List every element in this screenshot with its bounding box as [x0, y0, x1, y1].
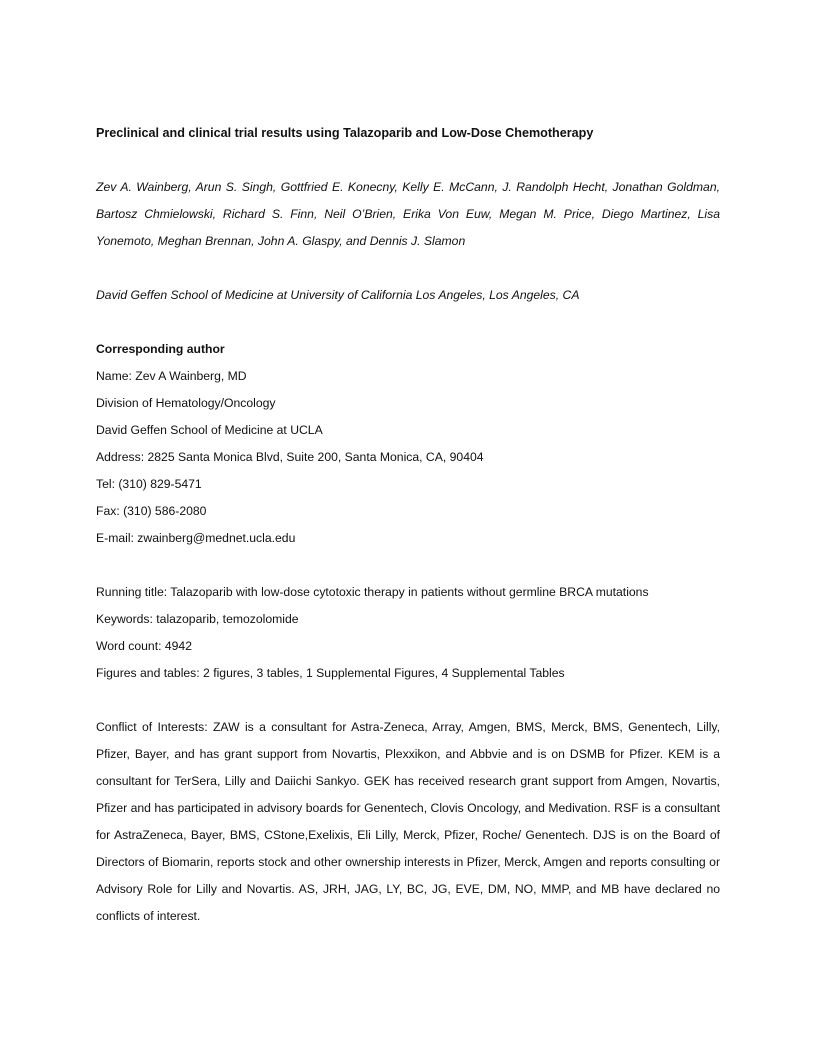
corresponding-author-heading: Corresponding author: [96, 342, 225, 356]
running-title: Running title: Talazoparib with low-dose cytotoxic therapy in patients without germline BRCA mutations: [96, 585, 649, 599]
keywords: Keywords: talazoparib, temozolomide: [96, 612, 299, 626]
word-count: Word count: 4942: [96, 639, 192, 653]
figures-and-tables: Figures and tables: 2 figures, 3 tables, 1 Supplemental Figures, 4 Supplemental Tables: [96, 666, 565, 680]
conflict-of-interests: Conflict of Interests: ZAW is a consultant for Astra-Zeneca, Array, Amgen, BMS, Merck, BMS, Genentech, Lilly, Pfizer, Bayer, and has grant support from Novartis, Plexxikon, and Abbvie and is on DSMB for Pfizer. KEM is a consultant for TerSera, Lilly and Daiichi Sankyo. GEK has received research grant support from Amgen, Novartis, Pfizer and has participated in advisory boards for Genentech, Clovis Oncology, and Medivation. RSF is a consultant for AstraZeneca, Bayer, BMS, CStone,Exelixis, Eli Lilly, Merck, Pfizer, Roche/ Genentech. DJS is on the Board of Directors of Biomarin, reports stock and other ownership interests in Pfizer, Merck, Amgen and reports consulting or Advisory Role for Lilly and Novartis. AS, JRH, JAG, LY, BC, JG, EVE, DM, NO, MMP, and MB have declared no conflicts of interest.: [96, 720, 720, 923]
manuscript-title-page: [96, 120, 720, 930]
manuscript-meta-block: [96, 579, 720, 687]
corresponding-email: E-mail: zwainberg@mednet.ucla.edu: [96, 531, 296, 545]
corresponding-name: Name: Zev A Wainberg, MD: [96, 369, 247, 383]
corresponding-division: Division of Hematology/Oncology: [96, 396, 276, 410]
paper-title: Preclinical and clinical trial results using Talazoparib and Low-Dose Chemotherapy: [96, 126, 594, 140]
affiliation: David Geffen School of Medicine at University of California Los Angeles, Los Angeles, CA: [96, 288, 580, 302]
corresponding-address: Address: 2825 Santa Monica Blvd, Suite 200, Santa Monica, CA, 90404: [96, 450, 484, 464]
author-list: Zev A. Wainberg, Arun S. Singh, Gottfried E. Konecny, Kelly E. McCann, J. Randolph Hecht, Jonathan Goldman, Bartosz Chmielowski, Richard S. Finn, Neil O’Brien, Erika Von Euw, Megan M. Price, Diego Martinez, Lisa Yonemoto, Meghan Brennan, John A. Glaspy, and Dennis J. Slamon: [96, 180, 720, 248]
corresponding-tel: Tel: (310) 829-5471: [96, 477, 202, 491]
corresponding-fax: Fax: (310) 586-2080: [96, 504, 207, 518]
corresponding-author-block: [96, 336, 720, 552]
corresponding-school: David Geffen School of Medicine at UCLA: [96, 423, 323, 437]
